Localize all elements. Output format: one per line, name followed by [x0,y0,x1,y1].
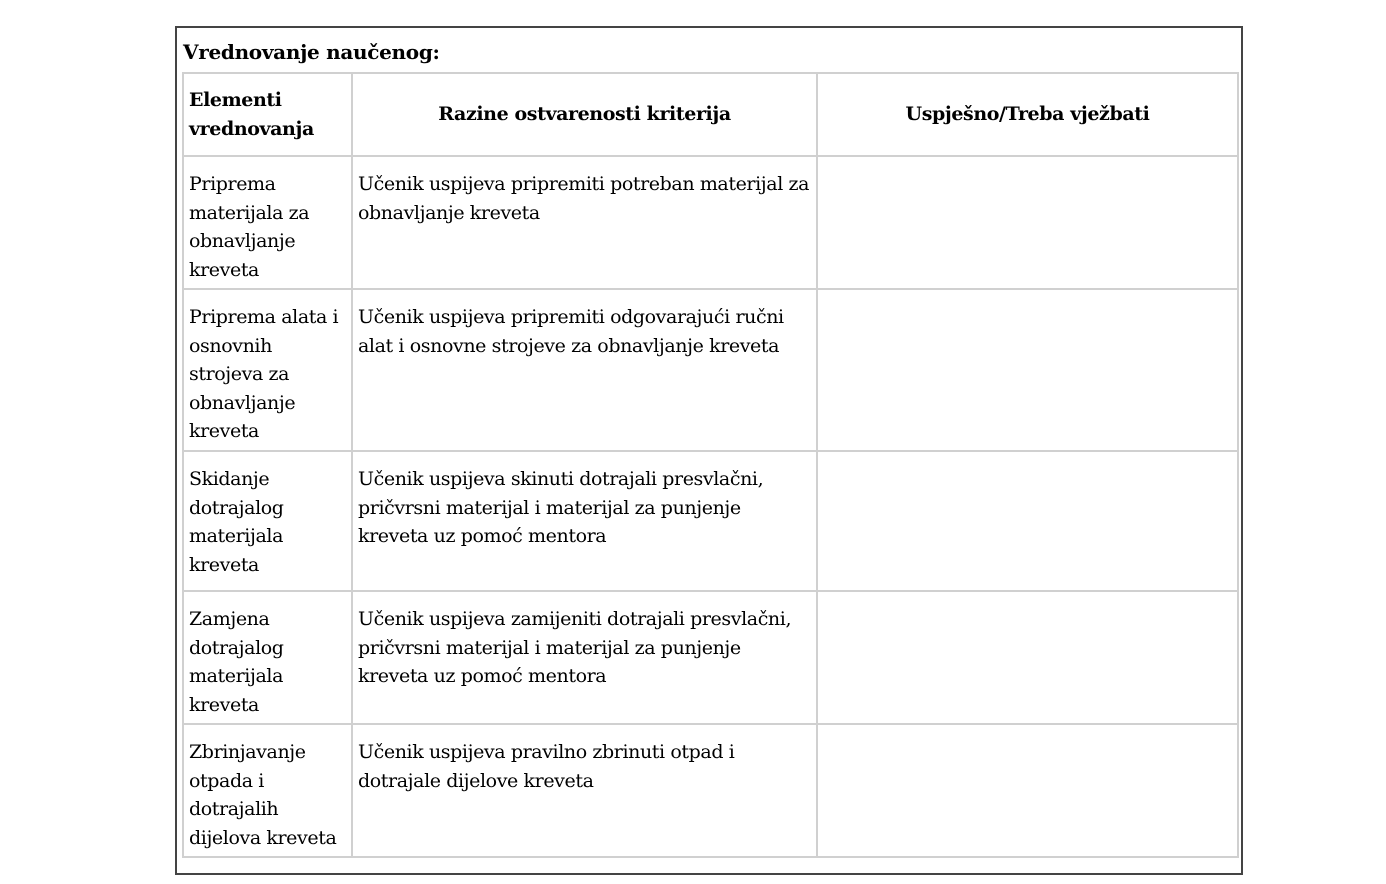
table-row [183,451,1238,591]
element-cell: Priprema materijala za obnavljanje kreveta [183,156,352,289]
element-cell: Skidanje dotrajalog materijala kreveta [183,451,352,591]
header-row [183,73,1238,156]
header-criteria: Razine ostvarenosti kriterija [352,73,817,156]
result-cell[interactable] [817,289,1238,451]
evaluation-section [175,26,1243,875]
result-cell[interactable] [817,156,1238,289]
element-cell: Zbrinjavanje otpada i dotrajalih dijelova kreveta [183,724,352,857]
evaluation-table [182,72,1239,858]
section-title: Vrednovanje naučenog: [183,40,440,64]
table-row [183,156,1238,289]
result-cell[interactable] [817,724,1238,857]
table-row [183,289,1238,451]
criterion-cell: Učenik uspijeva skinuti dotrajali presvlačni, pričvrsni materijal i materijal za punjenje kreveta uz pomoć mentora [352,451,817,591]
element-cell: Priprema alata i osnovnih strojeva za obnavljanje kreveta [183,289,352,451]
criterion-cell: Učenik uspijeva zamijeniti dotrajali presvlačni, pričvrsni materijal i materijal za punjenje kreveta uz pomoć mentora [352,591,817,724]
element-cell: Zamjena dotrajalog materijala kreveta [183,591,352,724]
criterion-cell: Učenik uspijeva pripremiti potreban materijal za obnavljanje kreveta [352,156,817,289]
header-elements: Elementi vrednovanja [183,73,352,156]
table-row [183,591,1238,724]
criterion-cell: Učenik uspijeva pravilno zbrinuti otpad i dotrajale dijelove kreveta [352,724,817,857]
table-row [183,724,1238,857]
result-cell[interactable] [817,451,1238,591]
result-cell[interactable] [817,591,1238,724]
header-result: Uspješno/Treba vježbati [817,73,1238,156]
criterion-cell: Učenik uspijeva pripremiti odgovarajući ručni alat i osnovne strojeve za obnavljanje kreveta [352,289,817,451]
